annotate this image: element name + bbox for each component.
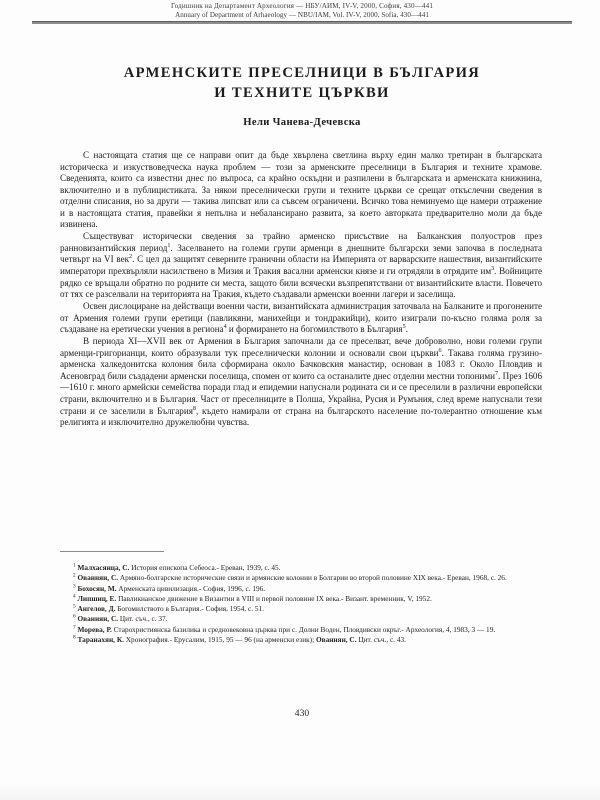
footnote-number: 4 — [73, 593, 76, 600]
body-paragraph-1 — [60, 150, 542, 231]
footnote-number: 3 — [73, 583, 76, 590]
footnote-list — [60, 563, 542, 645]
footnote-author-secondary: Ованнян, С. — [315, 635, 357, 645]
paragraph-3-segment-a: Освен дислоциране на действащи военни части, византийската администрация заточвала на Балканите и прогонените от Армения големи групи еретици (павликяни, манихейци и тондракийци), които изиграли по-късно голяма роля за създаване на еретически учения в региона — [60, 301, 542, 335]
footnote-number: 5 — [73, 603, 76, 610]
footnote-author: Морева, Р. — [77, 624, 112, 634]
header-divider — [32, 21, 572, 24]
footnote-text: Богомилството в България.- София, 1954, с. 51. — [115, 604, 265, 614]
running-head — [32, 2, 572, 21]
footnote-author: Ангелов, Д. — [77, 604, 116, 614]
footnote-author: Бохосян, М. — [77, 583, 117, 593]
page-number: 430 — [294, 708, 310, 719]
paragraph-4-segment-a: В периода XI—XVII век от Армения в България започнали да се преселват, вече доброволно, нови големи групи арменци-григорианци, които образували тук преселнически колонии и основали свои църкви — [60, 336, 542, 358]
footnote-item — [60, 635, 542, 645]
footnote-item — [60, 604, 542, 614]
title-line-1: АРМЕНСКИТЕ ПРЕСЕЛНИЦИ В БЪЛГАРИЯ — [123, 65, 481, 81]
paragraph-3-segment-c: . — [405, 324, 408, 335]
running-head-line-en: Annuary of Department of Arhaeology — NBU/IAM, Vol. IV-V, 2000, Sofia, 430—441 — [175, 11, 429, 20]
paragraph-4-segment-c: . През 1606—1610 г. много армейски семейства поради глад и епидемии напуснали родината си и се преселили в различни европейски страни, включително и в България. Част от преселниците в Полша, Украйна, Русия и Румъния, след време напуснали тези страни и се заселили в България — [60, 370, 542, 416]
title-line-2: И ТЕХНИТЕ ЦЪРКВИ — [214, 85, 390, 101]
paragraph-4-segment-d: , където намирали от страна на българското население по-толерантно отношение към религията и изключително дружелюбни чувства. — [60, 405, 542, 428]
footnote-ref-3[interactable]: 3 — [491, 264, 495, 272]
footnote-ref-4[interactable]: 4 — [223, 323, 227, 331]
footnote-author: Ованнян, С. — [77, 573, 119, 583]
footnote-text: Павликианское движение в Византии в VIII и первой половине IX века.- Визант. временник, V, 1952. — [116, 593, 432, 603]
footnote-item — [60, 594, 542, 604]
footnote-ref-2[interactable]: 2 — [129, 253, 133, 261]
footnote-number: 6 — [73, 614, 76, 621]
footnote-number: 1 — [73, 562, 76, 569]
footnote-text: История епископа Себеоса.- Ереван, 1939, с. 45. — [129, 563, 281, 572]
paragraph-2-segment-b: . Заселването на големи групи арменци в днешните български земи започва в последната четвърт на VI век — [60, 242, 542, 265]
page-edge-shadow — [0, 782, 600, 800]
body-paragraph-3 — [60, 301, 542, 336]
body-paragraph-2 — [60, 231, 542, 300]
footnote-text: Цит. съч., с. 37. — [118, 614, 168, 624]
footnote-text: Старохристиянска базилика и средновековна църква при с. Долни Воден, Пловдивски окръг.- Археология, 4, 1983, 3 — 19. — [111, 624, 496, 634]
footnote-text: Арменската цивилизация.- София, 1996, с. 196. — [116, 583, 266, 593]
body-paragraph-4 — [60, 336, 542, 428]
footnote-number: 7 — [73, 624, 76, 631]
footnote-author: Ованнян, С. — [77, 614, 119, 624]
paragraph-4-segment-b: . Такава голяма грузино-арменска халкедонитска колония била сформирана около Бачковския манастир, основан в 1083 г. Около Пловдив и Асеновград били създадени арменски поселища, спомен от които са останалите днес отделни местни топоними — [60, 347, 542, 381]
footnote-item — [60, 573, 542, 583]
paragraph-2-segment-a: Съществуват исторически сведения за трайно арменско присъствие на Балканския полуостров през ранновизантийския период — [60, 231, 542, 253]
footnote-author: Таранахян, К. — [77, 635, 124, 645]
page-title — [52, 63, 552, 103]
footnote-text: Хронография.- Ерусалим, 1915, 95 — 96 (на арменски език); — [123, 635, 316, 645]
paragraph-1-text: С настоящата статия ще се направи опит да бъде хвърлена светлина върху един малко третиран в българската историческа и изкуствоведческа наука проблем — този за арменските преселници в България и техните храмове. Сведенията, които са известни днес по въпроса, са крайно оскъдни и разпилени в българската и арменската книжнина, включително и в публицистиката. За някои преселнически групи и техните църкви се срещат откъслечни сведения в отделни списания, но за други — такива липсват или са съвсем ограничени. Всичко това неминуемо ще намери отражение и в настоящата статия, правейки я непълна и небалансирано развита, за което авторката предварително моли да бъде извинена. — [60, 150, 542, 230]
footnote-item — [60, 625, 542, 635]
article-body — [60, 150, 542, 429]
footnote-ref-1[interactable]: 1 — [167, 241, 171, 249]
footnote-ref-5[interactable]: 5 — [402, 323, 406, 331]
paragraph-2-segment-c: . С цел да защитят северните гранични области на Империята от варварските нашествия, византийските императори прехвърляли насилствено в Мизия и Тракия васални арменски князе и ги отрядяли в отрядите им — [60, 254, 542, 276]
paragraph-3-segment-b: и формирането на богомилството в България — [226, 324, 403, 335]
footnote-item — [60, 584, 542, 594]
paragraph-2-segment-d: . Войниците рядко се връщали обратно по родните си места, защото били всячески възпрепятствани от византийските власти. Повечето от тях се разселвали на територията на Тракия, където създавали арменски военни лагери и заселища. — [60, 265, 543, 300]
footnote-number: 2 — [73, 572, 76, 579]
running-head-line-bg: Годишник на Департамент Археология — НБУ/АИМ, IV-V, 2000, София, 430—441 — [170, 2, 434, 10]
footnote-author: Малхасянца, С. — [77, 563, 130, 572]
footnote-text: Армяно-болгарские исторические связи и армянские колонии в Болгарии во второй половине XIX века.- Ереван, 1968, с. 26. — [118, 573, 507, 583]
footnote-text-secondary: Цит. съч., с. 43. — [356, 635, 406, 645]
author-name: Нели Чанева-Дечевска — [243, 117, 361, 128]
footnote-author: Липшиц, Е. — [77, 593, 117, 603]
footnote-item — [60, 563, 542, 573]
footnote-ref-8[interactable]: 8 — [192, 404, 196, 412]
footnote-ref-7[interactable]: 7 — [494, 369, 499, 377]
footnote-separator — [60, 551, 164, 552]
footnote-number: 8 — [73, 634, 76, 641]
footnote-ref-6[interactable]: 6 — [438, 346, 442, 354]
footnote-item — [60, 614, 542, 624]
